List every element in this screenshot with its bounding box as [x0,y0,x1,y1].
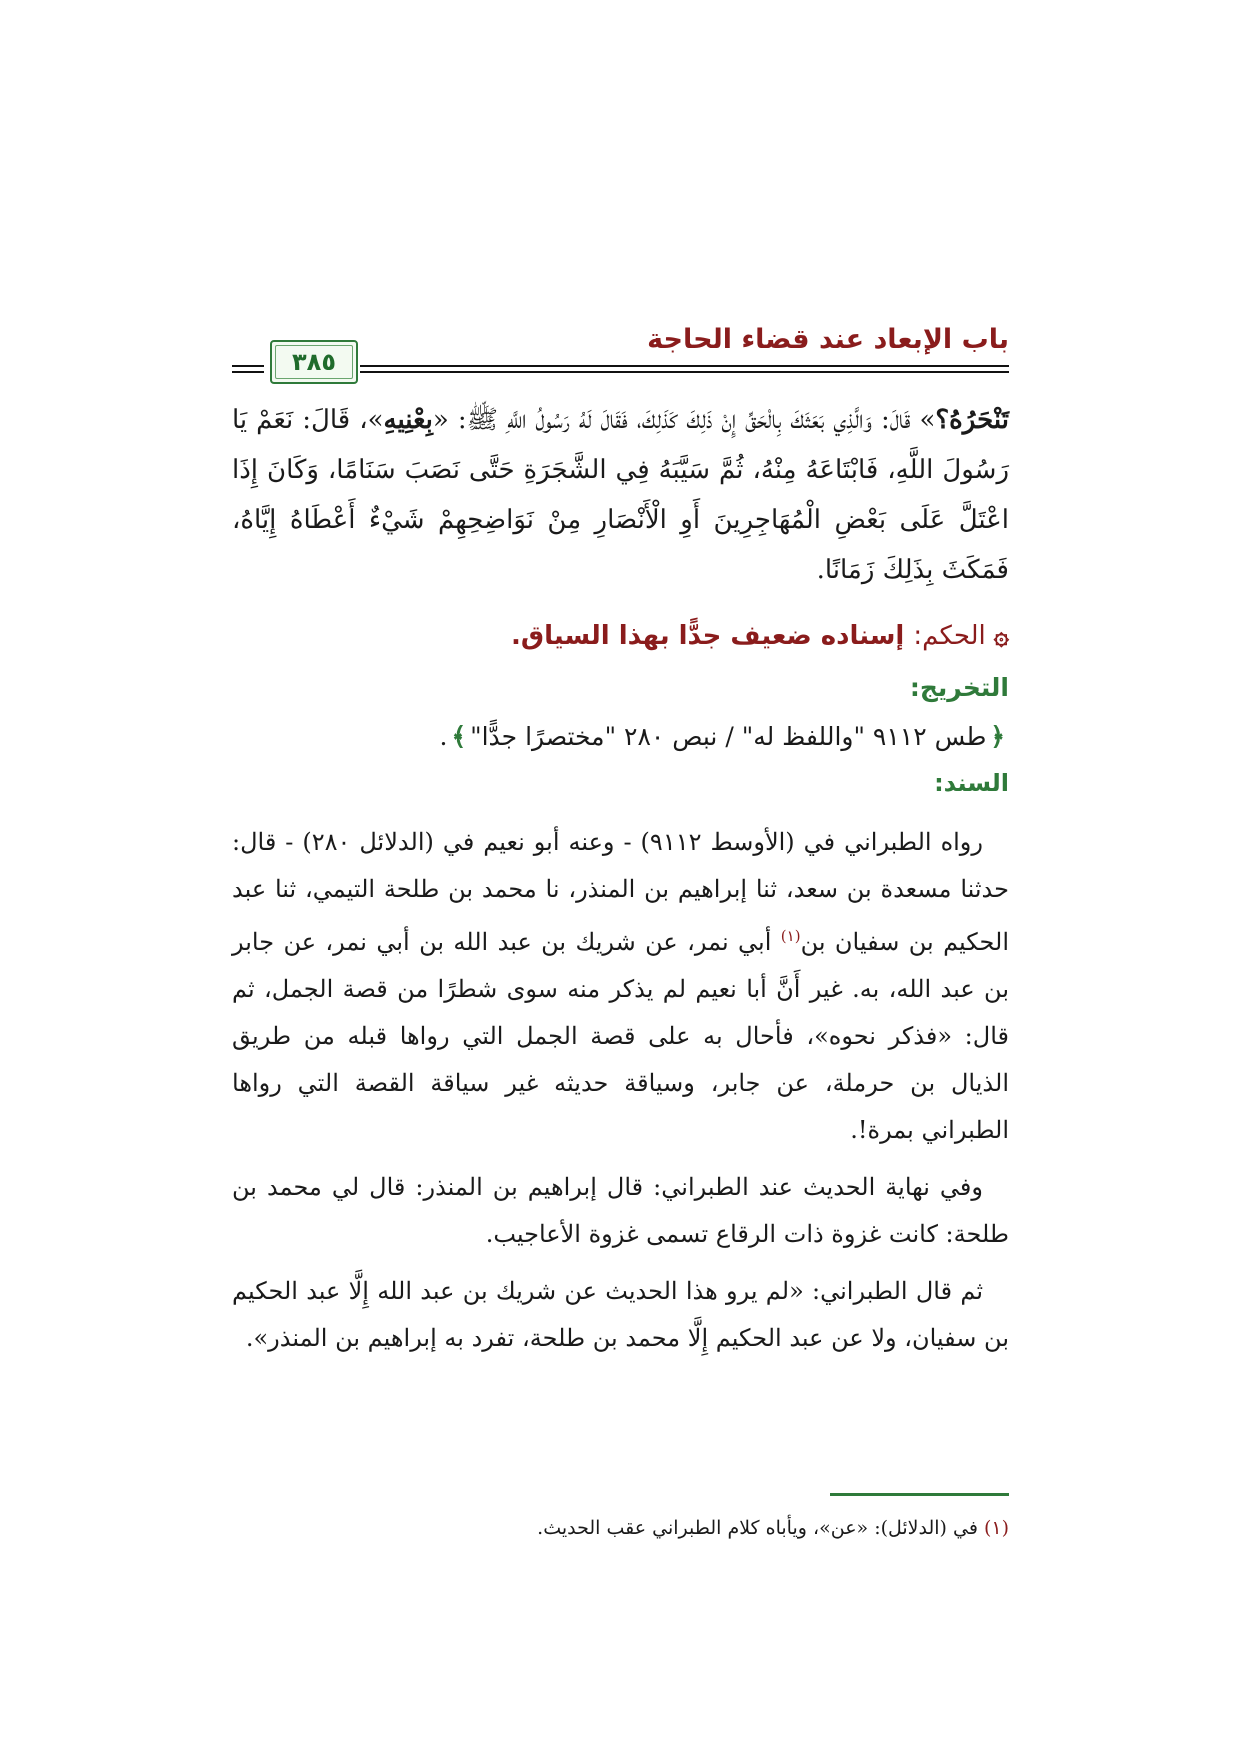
footnote-number: (١) [983,1517,1009,1539]
ruling-text: إسناده ضعيف جدًّا بهذا السياق. [511,621,905,651]
footnote [232,1513,1009,1543]
paragraph-text: رواه الطبراني في (الأوسط ٩١١٢) - وعنه أبو نعيم في (الدلائل ٢٨٠) - قال: حدثنا مسعدة بن سعد، ثنا إبراهيم بن المنذر، نا محمد بن طلحة التيمي، ثنا عبد الحكيم بن سفيان بن [232,828,1010,956]
bracket-open: ﴿ [990,722,1005,751]
takhrij-heading: التخريج: [909,673,1009,702]
sanad-paragraph: ثم قال الطبراني: «لم يرو هذا الحديث عن شريك بن عبد الله إِلَّا عبد الحكيم بن سفيان، ولا عن عبد الحكيم إِلَّا محمد بن طلحة، تفرد به إبراهيم بن المنذر». [232,1277,1009,1352]
hadith-text-part: »، قَالَ: نَعَمْ يَا رَسُولَ اللَّهِ، فَابْتَاعَهُ مِنْهُ، ثُمَّ سَيَّبَهُ فِي الشَّجَرَةِ حَتَّى نَصَبَ سَنَامًا، وَكَانَ إِذَا اعْتَلَّ عَلَى بَعْضِ الْمُهَاجِرِينَ أَوِ الْأَنْصَارِ مِنْ نَوَاضِحِهِمْ شَيْءٌ أَعْطَاهُ إِيَّاهُ، فَمَكَثَ بِذَلِكَ زَمَانًا. [232,405,1009,585]
takhrij-end: . [439,722,448,751]
header-rule [360,371,1009,373]
bracket-close: ﴾ [451,722,467,751]
hadith-bold-word: تَنْحَرُهُ؟ [935,405,1009,435]
sanad-heading: السند: [934,769,1009,797]
footnote-text: في (الدلائل): «عن»، ويأباه كلام الطبراني عقب الحديث. [537,1517,978,1539]
hadith-bold-word: بِعْنِيهِ [383,405,433,435]
chapter-title: باب الإبعاد عند قضاء الحاجة [647,324,1009,355]
header-rule [232,365,264,367]
page-header [232,318,1009,378]
header-rule [232,371,264,373]
sanad-paragraph [232,819,1009,1154]
page-number-badge [270,340,358,384]
takhrij-line [232,722,1009,751]
sanad-paragraph: وفي نهاية الحديث عند الطبراني: قال إبراهيم بن المنذر: قال لي محمد بن طلحة: كانت غزوة ذات الرقاع تسمى غزوة الأعاجيب. [232,1173,1009,1248]
ruling-label: الحكم: [913,621,986,651]
header-rule [360,365,1009,367]
hadith-text [232,395,1009,595]
paragraph-text: أبي نمر، عن شريك بن عبد الله بن أبي نمر، عن جابر بن عبد الله، به. غير أَنَّ أبا نعيم لم يذكر منه سوى شطرًا من قصة الجمل، ثم قال: «فذكر نحوه»، فأحال به على قصة الجمل التي رواها قبله من طريق الذيال بن حرملة، عن جابر، وسياقة حديثه غير سياقة القصة التي رواها الطبراني بمرة!. [232,928,1009,1144]
ruling-line [232,621,1009,651]
takhrij-text: طس ٩١١٢ "واللفظ له" / نبص ٢٨٠ "مختصرًا جدًّا" [470,722,987,751]
footnote-divider [830,1493,1009,1496]
ornament-icon: ۞ [993,621,1009,651]
page-number: ٣٨٥ [292,348,336,376]
hadith-text-part: » قَالَ: وَالَّذِي بَعَثَكَ بِالْحَقِّ إِنْ ذَلِكَ كَذَلِكَ، فَقَالَ لَهُ رَسُولُ اللَّهِ ﷺ: « [432,405,936,435]
footnote-ref[interactable]: (١) [780,927,801,945]
page-body [232,395,1009,1362]
